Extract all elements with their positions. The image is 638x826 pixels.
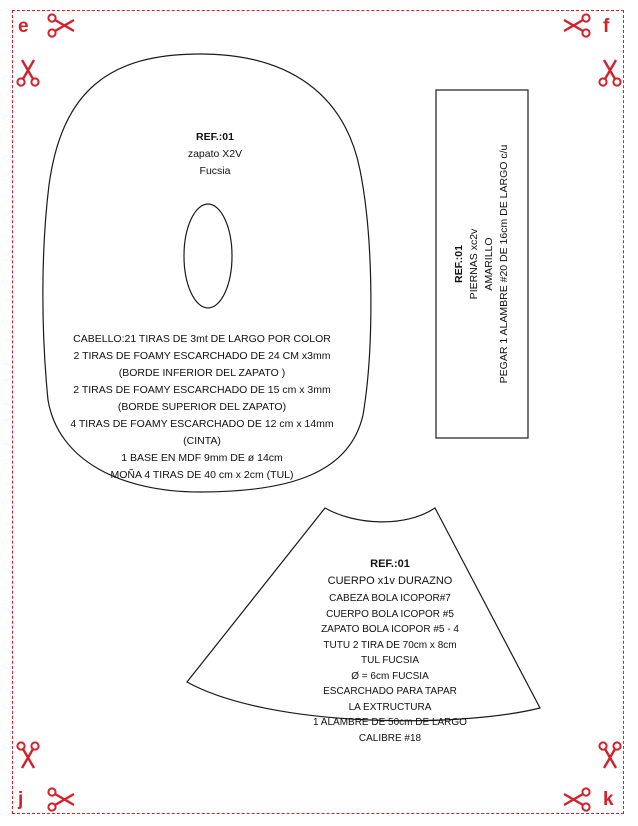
body-details [300,591,480,746]
shoe-detail-line: (BORDE SUPERIOR DEL ZAPATO) [117,401,287,413]
body-detail-line: ZAPATO BOLA ICOPOR #5 - 4 [321,624,459,635]
legs-note: PEGAR 1 ALAMBRE #20 DE 16cm DE LARGO c/u [498,144,510,384]
body-header [310,556,470,590]
body-detail-line: LA EXTRUCTURA [348,701,432,713]
legs-title: PIERNAS xc2v [468,228,480,300]
shoe-opening-outline [184,204,232,308]
shoe-detail-line: (CINTA) [183,435,221,447]
legs-ref: REF.:01 [453,245,465,283]
body-detail-line: ESCARCHADO PARA TAPAR [323,686,457,697]
body-title: CUERPO x1v DURAZNO [327,575,453,587]
body-detail-line: CUERPO BOLA ICOPOR #5 [326,608,454,620]
legs-color: AMARILLO [483,237,495,291]
shoe-color: Fucsia [199,165,231,177]
shoe-detail-line: 2 TIRAS DE FOAMY ESCARCHADO DE 15 cm x 3mm [73,384,331,396]
body-detail-line: 1 ALAMBRE DE 50cm DE LARGO [313,717,467,728]
corner-label-e: e [18,16,29,37]
body-detail-line: TUTU 2 TIRA DE 70cm x 8cm [323,639,457,651]
body-detail-line: TUL FUCSIA [361,655,419,666]
shoe-header [140,129,290,180]
shoe-details [50,331,354,484]
corner-label-j: j [18,789,24,810]
body-detail-line: CALIBRE #18 [358,732,422,744]
body-detail-line: CABEZA BOLA ICOPOR#7 [329,593,451,604]
shoe-title: zapato X2V [187,148,243,160]
corner-label-f: f [603,16,610,37]
body-ref: REF.:01 [370,558,410,570]
shoe-detail-line: MOÑA 4 TIRAS DE 40 cm x 2cm (TUL) [110,469,294,481]
shoe-detail-line: 4 TIRAS DE FOAMY ESCARCHADO DE 12 cm x 14mm [70,418,334,430]
shoe-ref: REF.:01 [196,131,234,143]
legs-label-area [436,90,528,438]
corner-label-k: k [603,789,614,810]
shoe-detail-line: CABELLO:21 TIRAS DE 3mt DE LARGO POR COLOR [73,333,331,345]
shoe-detail-line: 2 TIRAS DE FOAMY ESCARCHADO DE 24 CM x3mm [73,350,331,362]
shoe-detail-line: (BORDE INFERIOR DEL ZAPATO ) [118,367,286,379]
shoe-detail-line: 1 BASE EN MDF 9mm DE ø 14cm [121,452,283,464]
body-detail-line: Ø = 6cm FUCSIA [351,670,429,682]
legs-text [452,104,512,424]
